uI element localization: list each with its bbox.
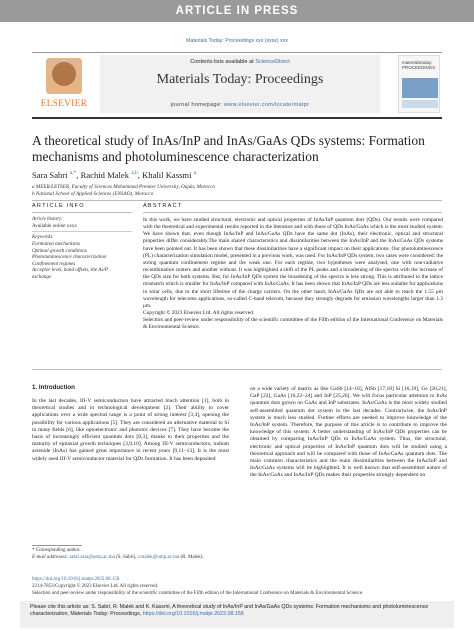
header-top-rule — [32, 52, 442, 53]
affiliation-rule — [32, 200, 442, 201]
affiliation-a: a MEER/LETSER, Faculty of Sciences Mohammed Premier University, Oujda, Morocco — [32, 184, 216, 190]
cover-band-light — [402, 100, 438, 108]
selection-line: Selection and peer-review under responsibility of the scientific committee of the Fifth edition of the International Conference on Materials & Environmental Science. — [32, 590, 364, 596]
email-link[interactable]: sabri.sara@ump.ac.ma — [69, 555, 115, 560]
article-info-heading: ARTICLE INFO — [32, 203, 85, 209]
contents-prefix: Contents lists available at — [190, 59, 254, 65]
author-affiliation-mark: a — [193, 170, 197, 177]
citation-doi-link[interactable]: https://doi.org/10.1016/j.matpr.2022.08.158 — [142, 611, 244, 617]
citation-body: Please cite this article as: S. Sabri, R. Malek and K. Kassmi, A theoretical study of InAs/InP and InAs/GaAs QDs systems: Formation mechanisms and photoluminescence characterization, Materials Today: Proceedings, — [30, 604, 429, 617]
doi-link-text[interactable]: https://doi.org/10.1016/j.matpr.2022.08.158 — [32, 577, 120, 582]
intro-left-column: In the last decades, III-V semiconductors have attracted much attention [1], both in theoretical studies and in technological development [2]. Their ability to cover applications over a wide spectral range is a point of strong interest [3,4], opening the possibility for various applications [5]. They are considered an alternative material to Si in many fields [6], like optoelectronic and photonic devices [7]. They have become the basis of increasingly efficient quantum dots [8,3], thanks to their properties and the maturity of epitaxial growth techniques [3,9,10]. Among III-V semiconductors, indium arsenide (InAs) has gained great importance in recent years [9,11–13]. It is the most widely used III-V semiconductor material for QDs formation. It has been deposited — [32, 398, 229, 462]
issn-line: 2214-7853/Copyright © 2023 Elsevier Ltd. All rights reserved. — [32, 584, 159, 589]
homepage-prefix: journal homepage: — [170, 102, 224, 108]
intro-right-column: on a wide variety of matrix as like GaSb [14–16], AlSb [17,18] Si [16,19], Ge [20,21], GaP [22], GaAs [16,22–24] and InP [25,26]. We will focus particular attention to InAs quantum dots grown on GaAs and InP substrates. InAs/GaAs is the most widely studied self-assembled quantum dot system in the last decades. Contrariwise, the InAs/InP system is much less studied. Further efforts are needed to improve knowledge of the InAs/InP system. Therefore, the purpose of this article is to contribute to improve the knowledge of this system. A better understanding of InAs/InP QDs properties can be obtained by comparing InAs/InP QDs to InAs/GaAs system. Thus, the structural, electronic and optical properties of InAs/InP quantum dots will be studied using a theoretical approach and will be compared with those of InAs/GaAs quantum dots. The main common characteristics and the main dissimilarities between the InAs/InP and InAs/GaAs systems will be highlighted. It is well known that self-assembled nature of the InAs/GaAs and InAs/InP QDs makes their properties strongly dependent on — [250, 386, 447, 479]
abstract-copyright: Copyright © 2023 Elsevier Ltd. All rights reserved. — [143, 310, 255, 317]
journal-title: Materials Today: Proceedings — [156, 72, 324, 87]
abstract-body — [143, 217, 443, 332]
history-value: Available online xxxx — [32, 223, 77, 229]
email-label: E-mail addresses: — [32, 555, 69, 560]
author-affiliation-mark: a,b — [131, 170, 138, 177]
abstract-selection: Selection and peer-review under responsibility of the scientific committee of the Fifth edition of the International Conference on Materials & Environmental Science. — [143, 317, 443, 331]
keyword-item: exchange — [32, 273, 52, 280]
journal-cover-thumbnail — [398, 55, 440, 113]
info-rule — [32, 212, 132, 213]
abstract-rule — [143, 212, 442, 213]
article-in-press-banner: ARTICLE IN PRESS — [0, 0, 474, 22]
abstract-text: In this work, we have studied structural, electronic and optical properties of InAs/InP quantum dots (QDs). Our results were compared with the theoretical and experimental results reported in the literature and with those of QDs InAs/GaAs which is the most studied system. We have shown that, even though InAs/InP and InAs/GaAs QDs have the same dot (InAs), their electronic, optical and structural properties differ considerably.The main shared characteristics and dissimilarities between the InAs/InP and the InAs/GaAs QDs systems have been pointed out. It has been shown that these dissimilarities have a significant impact on their applications. Our photoluminescence (PL) characterization simulation model, presented in a previous work, was used. For InAs/InP QDs system, two cases were considered: the strong quantum confinement regime and the weak one. For each regime, two hypotheses were analysed, one with non-radiative recombination centers and another without. It was highlighted a shift of the PL peaks and a broadening of the spectra with the increase of the QDs size for both systems. But, for InAs/InP QDs system the broadening of the spectra is less strong. This is attributed to the lattice mismatch which is smaller for InAs/InP compared with InAs/GaAs. It has been shown that InAs/InP QDs are less suitable for applications in solar cells, due to the short lifetime of the charge carriers. On the other hand, InAs/GaAs QDs are not able to reach the 1.55 μm wavelength for telecoms applications, so-called C-band telecom, because they strongly degrade for emission wavelengths larger than 1.3 μm. — [143, 217, 443, 309]
history-rule — [32, 231, 132, 232]
homepage-link[interactable]: www.elsevier.com/locate/matpr — [223, 102, 310, 108]
article-title: A theoretical study of InAs/InP and InAs/GaAs QDs systems: Formation mechanisms and photoluminescence characterization — [32, 133, 425, 164]
keywords-label: Keywords: — [32, 234, 54, 240]
email-owner: (S. Sabri), — [116, 555, 137, 560]
author-affiliation-mark: a,* — [69, 170, 77, 177]
footnote-corresponding: * Corresponding author. — [32, 548, 81, 553]
abstract-bottom-rule — [32, 369, 442, 370]
journal-homepage — [100, 102, 380, 108]
author-name[interactable]: Sara Sabri — [32, 170, 68, 180]
history-label: Article history: — [32, 216, 63, 222]
cover-band — [402, 78, 438, 98]
elsevier-tree-icon — [46, 58, 82, 94]
sciencedirect-link[interactable]: ScienceDirect — [255, 59, 290, 65]
author-name[interactable]: Rachid Malek — [80, 170, 130, 180]
author-name[interactable]: Khalil Kassmi — [142, 170, 192, 180]
contents-line — [100, 59, 380, 65]
citation-text — [30, 604, 450, 618]
author-list: Sara Sabri $^{a,*}$, Rachid Malek $^{a,b}$, Khalil Kassmi $^a$ — [32, 170, 197, 180]
keyword-item: Formation mechanisms — [32, 241, 80, 247]
footnote-rule — [32, 545, 82, 546]
keyword-item: Photoluminescence characterization — [32, 254, 107, 260]
affiliation-b: b National School of Applied Sciences (ENSAO), Morocco — [32, 191, 154, 197]
publisher-name: ELSEVIER — [40, 98, 88, 108]
abstract-heading: ABSTRACT — [143, 203, 183, 209]
doi-link[interactable] — [32, 577, 119, 583]
footnote-emails — [32, 555, 229, 561]
keyword-item: Acceptor level, band offsets, the As/P — [32, 267, 108, 273]
elsevier-logo — [34, 58, 94, 114]
header-bottom-rule — [32, 117, 442, 119]
journal-citation-link[interactable]: Materials Today: Proceedings xxx (xxxx) xxx — [186, 38, 288, 44]
introduction-heading: 1. Introduction — [32, 384, 75, 391]
keyword-item: Confinement regimes — [32, 260, 76, 267]
keyword-item: Optimal growth conditions — [32, 247, 87, 254]
cover-title: materialstoday: PROCEEDINGS — [402, 60, 436, 70]
email-link[interactable]: r.malek@ump.ac.ma — [137, 555, 180, 560]
email-owner: (R. Malek). — [180, 555, 204, 560]
